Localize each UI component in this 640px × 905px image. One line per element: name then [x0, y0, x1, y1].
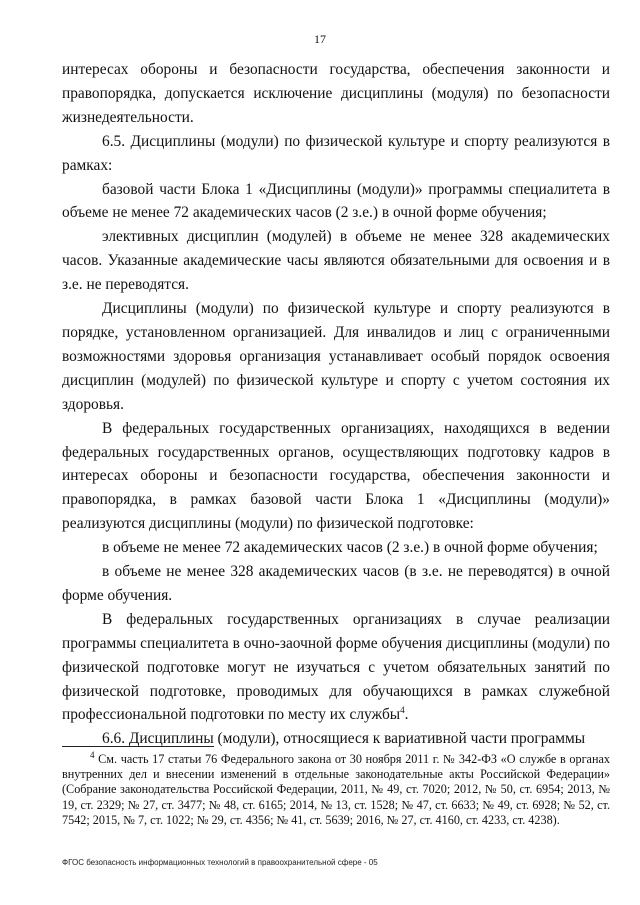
paragraph-9: В федеральных государственных организациях в случае реализации программы специалитета в очно-заочной форме обучения дисциплины (модули) по физической подготовке могут не изучаться с учетом обязательных занятий по физической подготовке, проводимых для обучающихся в рамках служебной профессиональной подготовки по месту их службы$^4$. — [62, 610, 610, 724]
paragraph-4: элективных дисциплин (модулей) в объеме не менее 328 академических часов. Указанные академические часы являются обязательными для освоения и в з.е. не переводятся. — [62, 228, 610, 294]
paragraph-7: в объеме не менее 72 академических часов (2 з.е.) в очной форме обучения; — [102, 539, 598, 557]
paragraph-2: 6.5. Дисциплины (модули) по физической культуре и спорту реализуются в рамках: — [62, 132, 610, 174]
page-footer: ФГОС безопасность информационных технологий в правоохранительной сфере - 05 — [62, 858, 378, 867]
footnote — [62, 749, 610, 828]
footnote-reference[interactable]: 4 — [400, 705, 405, 716]
footnote-divider — [62, 746, 214, 747]
body-text — [62, 58, 610, 751]
paragraph-3: базовой части Блока 1 «Дисциплины (модули)» программы специалитета в объеме не менее 72 академических часов (2 з.е.) в очной форме обучения; — [62, 180, 610, 222]
paragraph-8: в объеме не менее 328 академических часов (в з.е. не переводятся) в очной форме обучения. — [62, 563, 610, 604]
footnote-text: См. часть 17 статьи 76 Федерального закона от 30 ноября 2011 г. № 342-ФЗ «О службе в органах внутренних дел и внесении изменений в отдельные законодательные акты Российской Федерации» (Собрание законодательства Российской Федерации, 2011, № 49, ст. 7020; 2012, № 50, ст. 6954; 2013, № 19, ст. 2329; № 27, ст. 3477; № 48, ст. 6165; 2014, № 13, ст. 1528; № 47, ст. 6633; № 49, ст. 6928; № 52, ст. 7542; 2015, № 7, ст. 1022; № 29, ст. 4356; № 41, ст. 5639; 2016, № 27, ст. 4160, ст. 4233, ст. 4238). — [62, 752, 610, 827]
paragraph-1: интересах обороны и безопасности государства, обеспечения законности и правопорядка, допускается исключение дисциплины (модуля) по безопасности жизнедеятельности. — [62, 61, 610, 126]
page-number: 17 — [314, 32, 326, 46]
footnote-marker: 4 — [90, 749, 95, 760]
paragraph-5: Дисциплины (модули) по физической культуре и спорту реализуются в порядке, установленном организацией. Для инвалидов и лиц с ограниченными возможностями здоровья организация устанавливает особый порядок освоения дисциплин (модулей) по физической культуре и спорту с учетом состояния их здоровья. — [62, 300, 610, 413]
paragraph-10: 6.6. Дисциплины (модули), относящиеся к вариативной части программы — [102, 730, 586, 748]
paragraph-6: В федеральных государственных организациях, находящихся в ведении федеральных государственных органов, осуществляющих подготовку кадров в интересах обороны и безопасности государства, обеспечения законности и правопорядка, в рамках базовой части Блока 1 «Дисциплины (модули)» реализуются дисциплины (модули) по физической подготовке: — [62, 419, 610, 533]
paragraph-9-text: В федеральных государственных организациях в случае реализации программы специалитета в очно-заочной форме обучения дисциплины (модули) по физической подготовке могут не изучаться с учетом обязательных занятий по физической подготовке, проводимых для обучающихся в рамках служебной профессиональной подготовки по месту их службы — [62, 610, 610, 724]
